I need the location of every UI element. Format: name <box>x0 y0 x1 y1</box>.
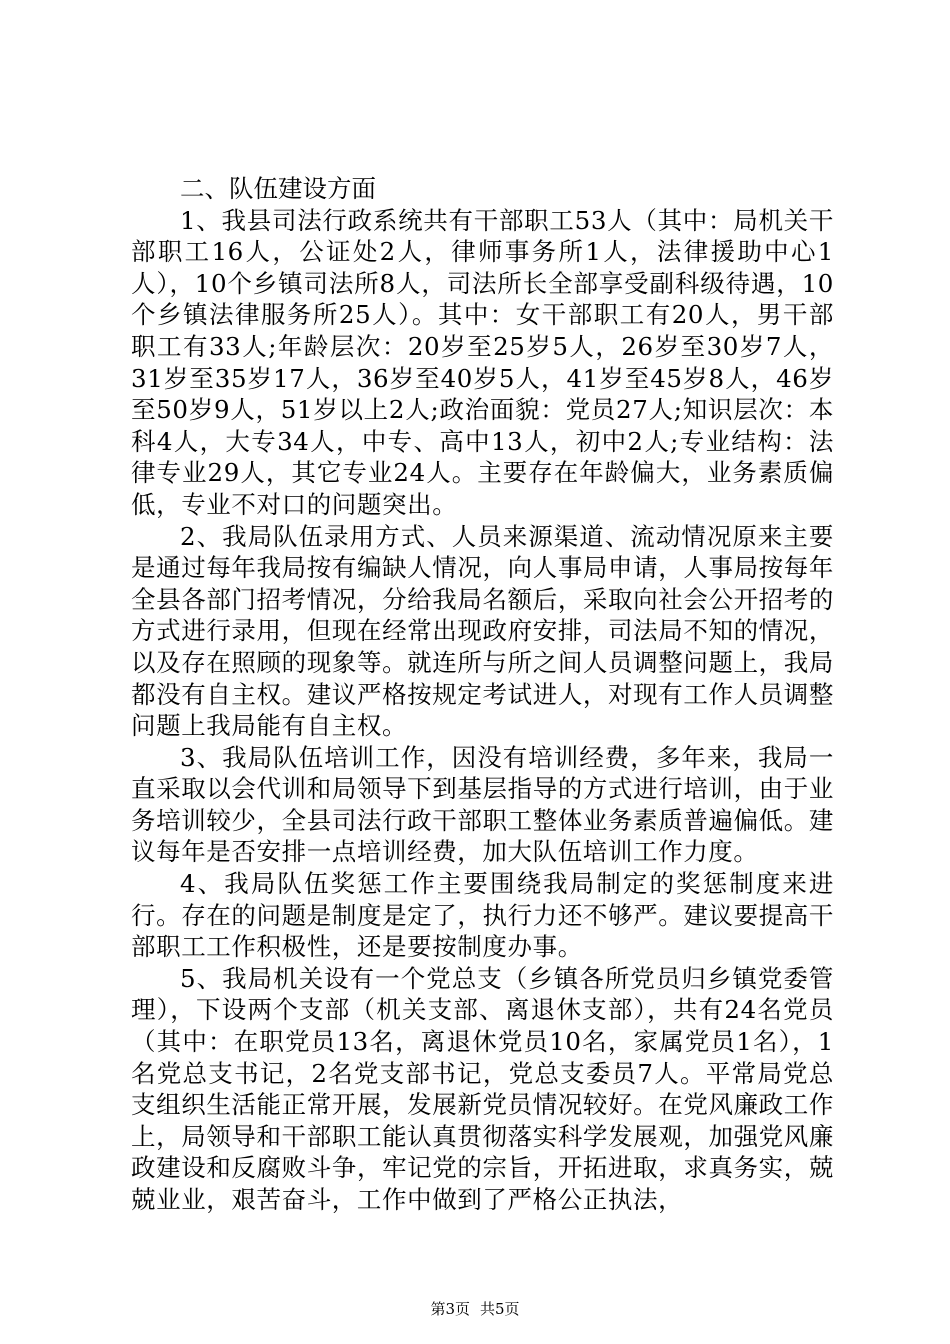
paragraph-2: 2、我局队伍录用方式、人员来源渠道、流动情况原来主要是通过每年我局按有编缺人情况，向人事局申请，人事局按每年全县各部门招考情况，分给我局名额后，采取向社会公开招考的方式进行录用，但现在经常出现政府安排，司法局不知的情况，以及存在照顾的现象等。就连所与所之间人员调整问题上，我局都没有自主权。建议严格按规定考试进人，对现有工作人员调整问题上我局能有自主权。 <box>131 521 834 741</box>
section-heading: 二、队伍建设方面 <box>180 174 376 203</box>
page-number: 第3页 <box>430 1300 470 1318</box>
paragraph-1: 1、我县司法行政系统共有干部职工53人（其中：局机关干部职工16人，公证处2人，律师事务所1人，法律援助中心1人），10个乡镇司法所8人，司法所长全部享受副科级待遇，10个乡镇法律服务所25人）。其中：女干部职工有20人，男干部职工有33人;年龄层次：20岁至25岁5人，26岁至30岁7人，31岁至35岁17人，36岁至40岁5人，41岁至45岁8人，46岁至50岁9人，51岁以上2人;政治面貌：党员27人;知识层次：本科4人，大专34人，中专、高中13人，初中2人;专业结构：法律专业29人，其它专业24人。主要存在年龄偏大，业务素质偏低，专业不对口的问题突出。 <box>131 205 834 519</box>
document-body <box>131 173 834 1216</box>
paragraph-5: 5、我局机关设有一个党总支（乡镇各所党员归乡镇党委管理），下设两个支部（机关支部、离退休支部），共有24名党员（其中：在职党员13名，离退休党员10名，家属党员1名），1名党总支书记，2名党支部书记，党总支委员7人。平常局党总支组织生活能正常开展，发展新党员情况较好。在党风廉政工作上，局领导和干部职工能认真贯彻落实科学发展观，加强党风廉政建设和反腐败斗争，牢记党的宗旨，开拓进取，求真务实，兢兢业业，艰苦奋斗，工作中做到了严格公正执法， <box>131 963 834 1214</box>
paragraph-4: 4、我局队伍奖惩工作主要围绕我局制定的奖惩制度来进行。存在的问题是制度是定了，执行力还不够严。建议要提高干部职工工作积极性，还是要按制度办事。 <box>131 869 834 962</box>
page-footer <box>0 1300 950 1318</box>
paragraph-3: 3、我局队伍培训工作，因没有培训经费，多年来，我局一直采取以会代训和局领导下到基层指导的方式进行培训，由于业务培训较少，全县司法行政干部职工整体业务素质普遍偏低。建议每年是否安排一点培训经费，加大队伍培训工作力度。 <box>131 742 834 867</box>
page-total: 共5页 <box>480 1300 520 1318</box>
